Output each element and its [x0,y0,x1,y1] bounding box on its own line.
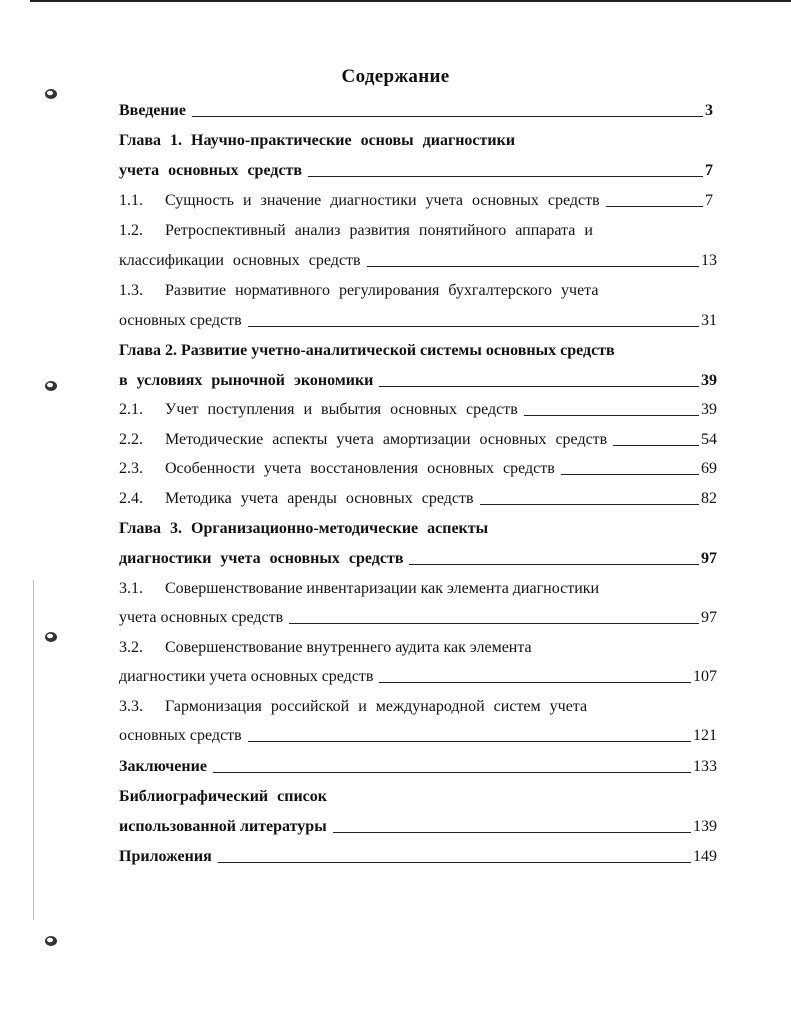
toc-entry-text: Гармонизация российской и международной систем учета [165,698,588,715]
toc-section-3-1-cont[interactable] [119,605,717,627]
toc-entry-bibliography-cont[interactable] [119,814,717,836]
section-number: 2.4. [119,490,143,507]
toc-entry-text: классификации основных средств [119,252,361,269]
toc-chapter-3-heading[interactable] [119,516,717,538]
toc-chapter-2-heading-cont[interactable] [119,368,717,390]
toc-page-number: 7 [705,192,713,209]
toc-entry-text: Методика учета аренды основных средств [165,490,474,507]
section-number: 1.1. [119,192,143,209]
leader-line [213,772,691,773]
leader-line [379,386,699,387]
section-number: 3.2. [119,639,143,656]
toc-chapter-1-heading-cont[interactable] [119,158,717,180]
leader-line [218,862,691,863]
toc-entry-text: Заключение [119,758,207,775]
toc-section-1-3[interactable] [119,278,717,300]
toc-chapter-1-heading[interactable] [119,128,717,150]
leader-line [248,326,699,327]
toc-entry-text: Развитие нормативного регулирования бухгалтерского учета [165,282,599,299]
toc-entry-text: Библиографический список [119,788,327,805]
leader-line [367,266,699,267]
leader-line [480,504,699,505]
toc-section-2-3[interactable] [119,456,717,478]
toc-entry-text: Особенности учета восстановления основных средств [165,460,555,477]
toc-section-3-2-cont[interactable] [119,664,717,686]
leader-line [308,176,703,177]
section-number: 2.2. [119,431,143,448]
page-title: Содержание [341,66,450,87]
toc-page-number: 107 [693,668,717,685]
toc-section-3-3[interactable] [119,694,717,716]
toc-entry-text: Ретроспективный анализ развития понятийного аппарата и [165,222,593,239]
leader-line [379,682,691,683]
toc-page-number: 31 [701,312,717,329]
toc-page-number: 39 [701,372,717,389]
toc-entry-text: диагностики учета основных средств [119,550,404,567]
toc-section-1-2[interactable] [119,218,717,240]
toc-entry-introduction[interactable] [119,98,717,120]
leader-line [561,474,699,475]
toc-entry-text: Совершенствование внутреннего аудита как элемента [165,639,532,656]
leader-line [613,445,699,446]
toc-page-number: 149 [693,848,717,865]
toc-entry-text: Совершенствование инвентаризации как элемента диагностики [165,580,600,597]
toc-section-2-1[interactable] [119,397,717,419]
toc-page-number: 82 [701,490,717,507]
toc-page-number: 13 [701,252,717,269]
toc-section-3-1[interactable] [119,576,717,598]
leader-line [409,564,699,565]
toc-page-number: 39 [701,401,717,418]
toc-entry-text: Приложения [119,848,212,865]
leader-line [524,415,699,416]
toc-page-number: 97 [701,609,717,626]
toc-entry-text: Введение [119,102,186,119]
toc-entry-text: Глава 2. Развитие учетно-аналитической системы основных средств [119,342,615,359]
toc-entry-text: Сущность и значение диагностики учета основных средств [165,192,600,209]
toc-section-3-3-cont[interactable] [119,723,717,745]
section-number: 1.3. [119,282,143,299]
toc-entry-text: основных средств [119,727,242,744]
section-number: 2.1. [119,401,143,418]
toc-entry-text: использованной литературы [119,818,327,835]
toc-entry-text: в условиях рыночной экономики [119,372,374,389]
section-number: 3.3. [119,698,143,715]
section-number: 1.2. [119,222,143,239]
toc-entry-text: Глава 3. Организационно-методические аспекты [119,520,489,537]
leader-line [289,623,699,624]
toc-page-number: 7 [705,162,713,179]
toc-entry-text: Учет поступления и выбытия основных средств [165,401,518,418]
toc-chapter-3-heading-cont[interactable] [119,546,717,568]
toc-entry-text: учета основных средств [119,162,303,179]
toc-page-number: 54 [701,431,717,448]
toc-entry-bibliography[interactable] [119,784,717,806]
section-number: 2.3. [119,460,143,477]
leader-line [248,741,691,742]
toc-entry-text: диагностики учета основных средств [119,668,374,685]
toc-entry-text: учета основных средств [119,609,284,626]
toc-chapter-2-heading[interactable] [119,338,717,360]
toc-page-number: 3 [705,102,713,119]
toc-page-number: 139 [693,818,717,835]
toc-section-1-3-cont[interactable] [119,308,717,330]
toc-section-2-4[interactable] [119,486,717,508]
toc-section-3-2[interactable] [119,635,717,657]
toc-entry-conclusion[interactable] [119,754,717,776]
toc-section-2-2[interactable] [119,427,717,449]
toc-entry-text: Методические аспекты учета амортизации основных средств [165,431,608,448]
toc-section-1-2-cont[interactable] [119,248,717,270]
toc-page-number: 69 [701,460,717,477]
toc-entry-text: основных средств [119,312,242,329]
leader-line [192,116,703,117]
section-number: 3.1. [119,580,143,597]
toc-page-number: 121 [693,727,717,744]
toc-entry-text: Глава 1. Научно-практические основы диагностики [119,132,516,149]
toc-section-1-1[interactable] [119,188,717,210]
leader-line [333,832,691,833]
toc-entry-appendices[interactable] [119,844,717,866]
toc-page-number: 133 [693,758,717,775]
toc-page-number: 97 [701,550,717,567]
leader-line [606,206,703,207]
